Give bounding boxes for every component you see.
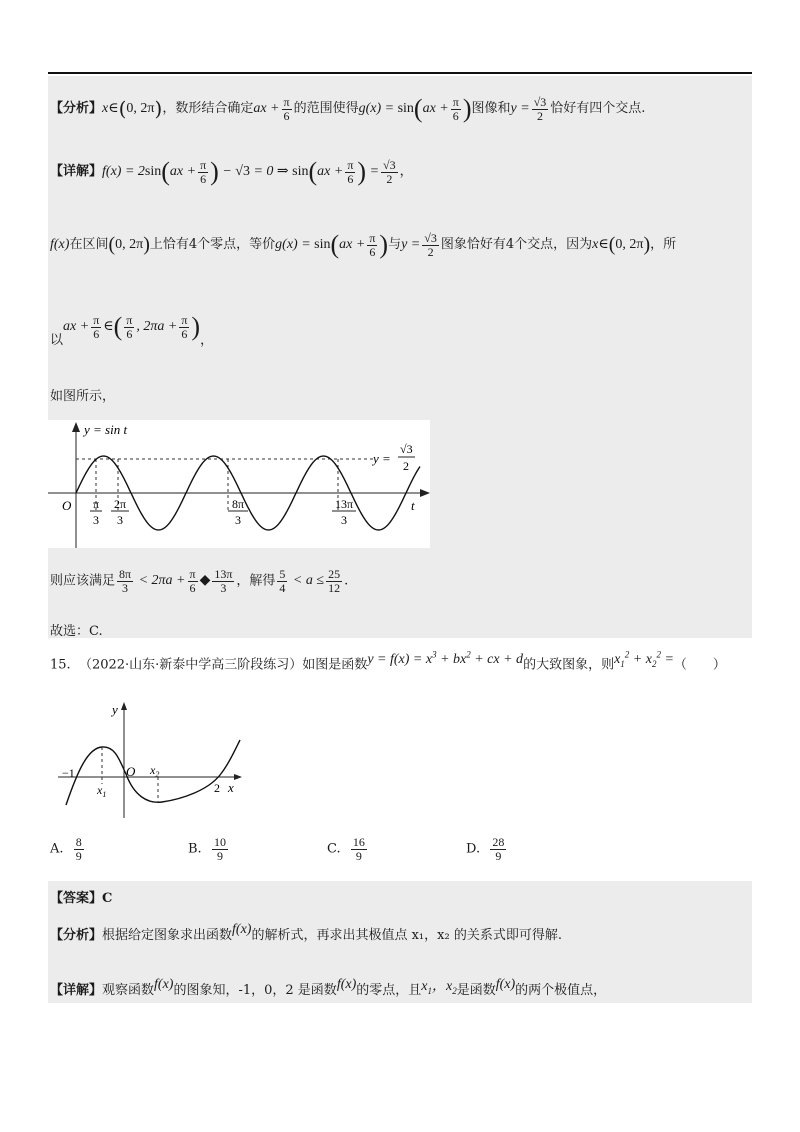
analysis-text-1: ，数形结合确定 <box>162 101 254 117</box>
svg-text:π: π <box>92 497 100 511</box>
math-fx-6: f(x) <box>495 977 516 992</box>
detail-15-line <box>50 975 606 998</box>
math-sum-squares: $x_1^2 + x_2^2$ = <box>614 649 674 669</box>
x1-label: $x_1$ <box>97 783 107 799</box>
math-fx: f(x) <box>50 237 70 253</box>
two-label: 2 <box>214 781 220 795</box>
option-b[interactable]: B. $\frac{10}{9}$ <box>188 835 226 863</box>
math-fx-4: f(x) <box>154 977 174 992</box>
zero-count-line <box>50 230 676 260</box>
math-x-in: x <box>102 101 109 117</box>
svg-text:3: 3 <box>235 513 241 527</box>
sqrt3-num: √3 <box>400 442 413 456</box>
cubic-x-label: x <box>228 780 234 795</box>
question-15-line <box>50 649 726 673</box>
minus-one-label: −1 <box>62 766 75 780</box>
cubic-y-axis-arrow <box>121 702 127 710</box>
as-shown-text: 如图所示， <box>50 389 116 404</box>
analysis-15-tag: 【分析】 <box>50 928 103 943</box>
math-g-def-2: g(x) = sin(ax + $\frac{\pi}{6}$ ) <box>275 230 389 259</box>
question-after: 的大致图象，则 <box>523 657 615 673</box>
math-cubic: $y = f(x) = x^3 + bx^2$ + cx + d <box>367 649 524 667</box>
t-axis-label: t <box>411 498 415 513</box>
line3-text-d: 图象恰好有4个交点，因为 <box>440 237 593 253</box>
svg-text:8π: 8π <box>231 497 245 511</box>
math-y-sqrt3: y = $\frac{√3}{2}$ <box>510 94 547 123</box>
sine-graph <box>48 420 430 548</box>
cubic-origin-label: O <box>126 764 136 779</box>
detail-15-text-a: 观察函数 <box>102 983 155 998</box>
detail-tag: 【详解】 <box>50 164 103 180</box>
svg-text:2π: 2π <box>113 497 127 511</box>
math-x1-x2: $x_1$，$x_2$ <box>421 979 457 996</box>
line3-text-b: 上恰有4个零点，等价 <box>149 237 276 253</box>
sine-y-label: y = sin t <box>84 422 128 437</box>
answer-line: 【答案】C <box>50 891 113 906</box>
detail-15-text-d: 是函数 <box>456 983 496 998</box>
condition-text-b: ，解得 <box>236 573 276 589</box>
analysis-line: 【分析】x∈(0, 2π)，数形结合确定ax + $\frac{\pi}{6}$ 的范围使得g(x) = sin(ax + $\frac{\pi}{6}$ )图像和y = $\frac{√3}{2}$ 恰好有四个交点. <box>50 94 646 123</box>
cubic-graph <box>58 700 248 820</box>
option-c[interactable]: C. $\frac{16}{9}$ <box>327 835 365 863</box>
top-rule <box>48 72 752 74</box>
line4-text-a: 以 <box>50 333 64 349</box>
sine-origin-label: O <box>62 498 72 513</box>
detail-15-text-b: 的图象知，-1，0，2 是函数 <box>173 983 337 998</box>
sqrt3-den: 2 <box>403 459 409 473</box>
analysis-15-text-b: 的解析式，再求出其极值点 x₁，x₂ 的关系式即可得解. <box>251 928 562 943</box>
condition-line <box>50 568 348 594</box>
math-g-def: g(x) = sin(ax + $\frac{\pi}{6}$ ) <box>358 94 472 123</box>
svg-text:3: 3 <box>117 513 123 527</box>
analysis-text-2: 的范围使得 <box>293 101 359 117</box>
cubic-y-label: y <box>112 702 118 717</box>
analysis-15-text-a: 根据给定图象求出函数 <box>102 928 233 943</box>
x-axis-arrow <box>234 774 242 780</box>
question-number: 15. <box>50 657 71 673</box>
math-x-interval: x∈(0, 2π) <box>592 233 651 256</box>
svg-text:3: 3 <box>93 513 99 527</box>
line3-text-e: ，所 <box>650 237 677 253</box>
option-a[interactable]: A. $\frac{8}{9}$ <box>50 835 82 863</box>
detail-15-text-c: 的零点，且 <box>356 983 422 998</box>
analysis-text-3: 图像和 <box>471 101 511 117</box>
math-y-sqrt3-2: y = $\frac{√3}{2}$ <box>401 230 437 259</box>
math-fx-3: f(x) <box>232 922 252 937</box>
math-interval: (0, 2π) <box>108 233 150 256</box>
detail-15-text-e: 的两个极值点， <box>515 983 607 998</box>
math-range: ax + $\frac{\pi}{6}$ ∈( $\frac{\pi}{6}$ , 2πa + $\frac{\pi}{6}$ ) <box>63 312 201 341</box>
math-ax-pi6: ax + $\frac{\pi}{6}$ <box>253 94 290 123</box>
question-paren: （ ） <box>673 657 726 673</box>
question-source: （2022·山东·新泰中学高三阶段练习）如图是函数 <box>78 657 368 673</box>
svg-text:3: 3 <box>341 513 347 527</box>
line3-text-c: 与 <box>388 237 402 253</box>
analysis-15-line <box>50 922 562 943</box>
math-a-range: $\frac{5}{4}$ < a ≤ $\frac{25}{12}$ <box>279 567 341 595</box>
math-inequality: $\frac{8\pi}{3}$ < 2πa + $\frac{\pi}{6}$ ◆ $\frac{13\pi}{3}$ <box>119 567 233 595</box>
detail-line: 【详解】f(x) = 2sin(ax + $\frac{\pi}{6}$ ) − √3 = 0 ⇒ sin(ax + $\frac{\pi}{6}$ ) = $\frac{√3}{2}$ ， <box>50 157 413 186</box>
x2-label: $x_2$ <box>150 763 160 779</box>
condition-text-a: 则应该满足 <box>50 573 116 589</box>
range-line: 以ax + $\frac{\pi}{6}$ ∈( $\frac{\pi}{6}$ , 2πa + $\frac{\pi}{6}$ )， <box>50 312 214 349</box>
math-f-equation: f(x) = 2sin(ax + $\frac{\pi}{6}$ ) − √3 = 0 ⇒ sin(ax + $\frac{\pi}{6}$ ) = $\frac{√3}{2}$ <box>102 157 396 186</box>
analysis-text-4: 恰好有四个交点. <box>550 101 646 117</box>
sqrt3-line-label: y = <box>373 451 391 466</box>
detail-15-tag: 【详解】 <box>50 983 103 998</box>
line3-text-a: 在区间 <box>69 237 109 253</box>
math-fx-5: f(x) <box>336 977 357 992</box>
choose-c-text: 故选：C. <box>50 624 103 639</box>
condition-text-c: . <box>344 573 349 589</box>
analysis-tag: 【分析】 <box>50 101 103 117</box>
option-d[interactable]: D. $\frac{28}{9}$ <box>466 835 505 863</box>
svg-text:13π: 13π <box>334 497 354 511</box>
